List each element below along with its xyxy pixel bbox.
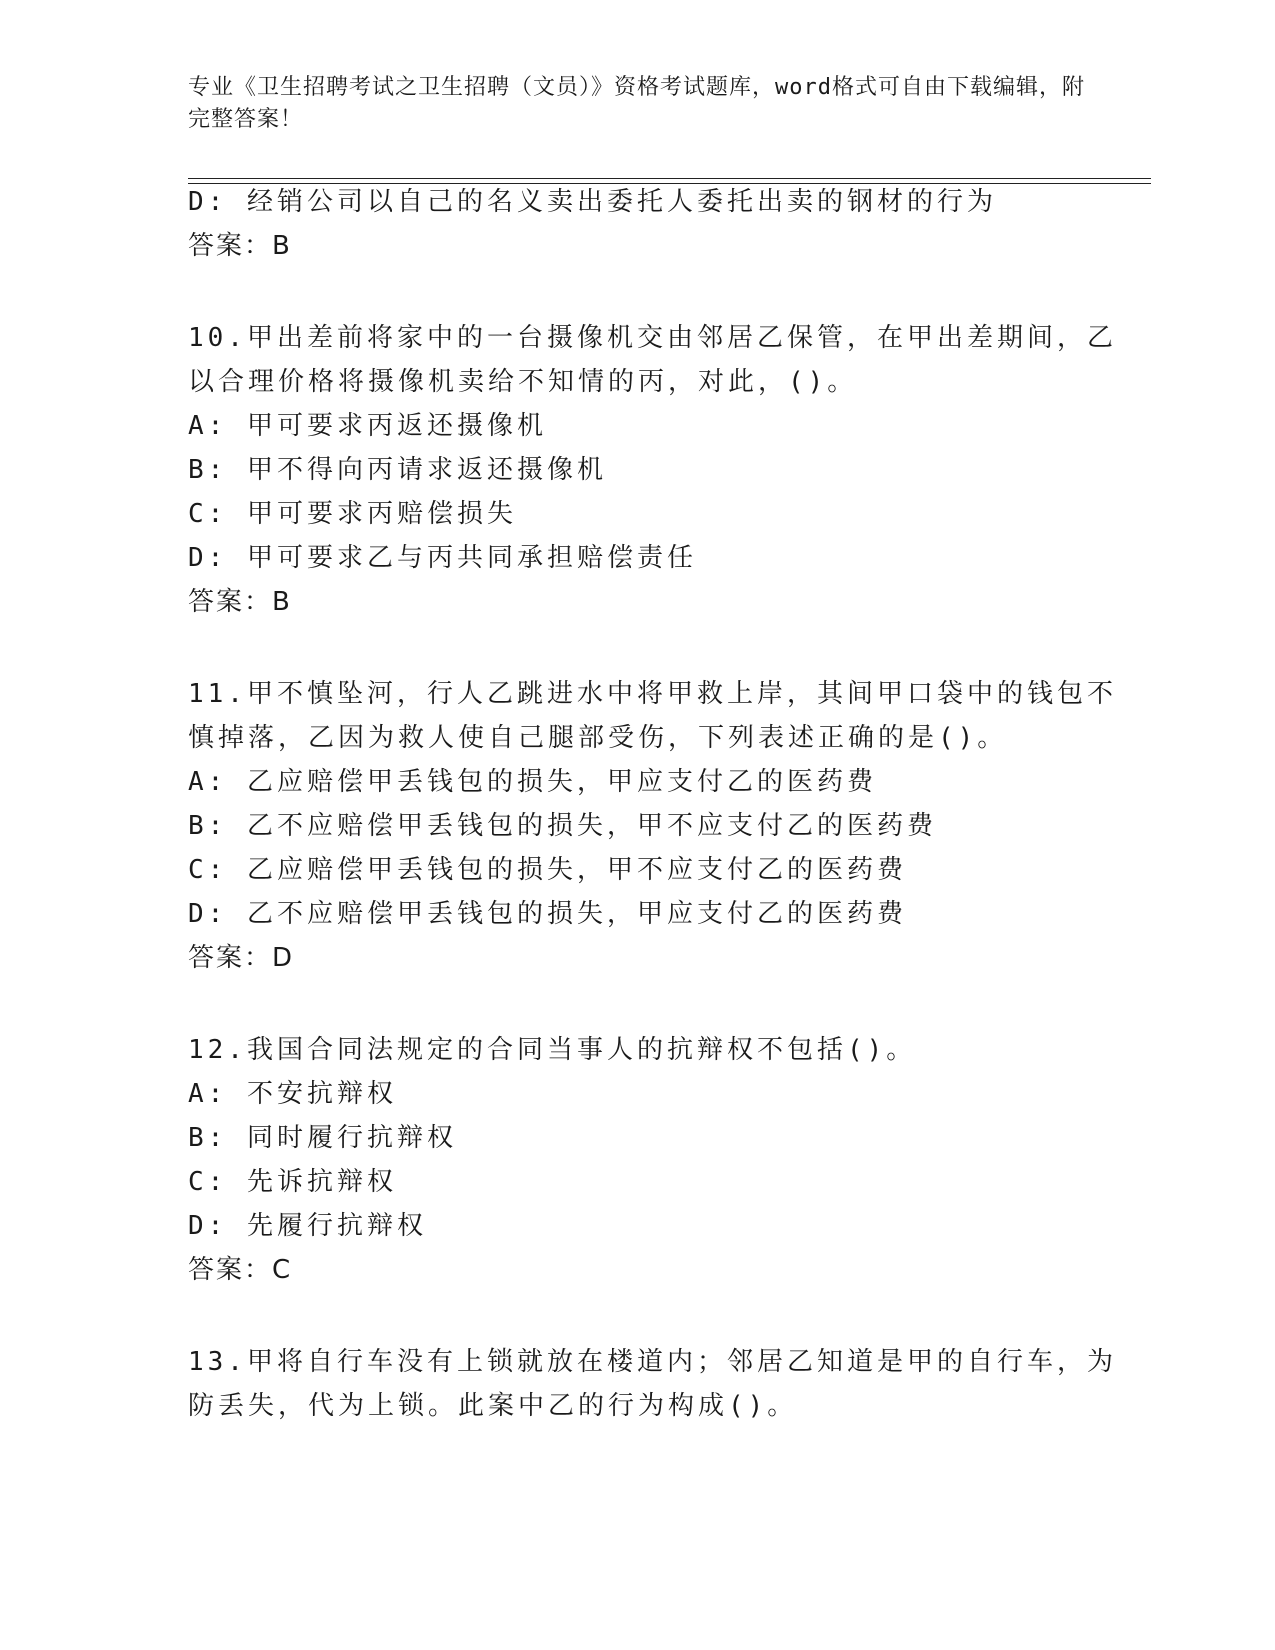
document-header: 专业《卫生招聘考试之卫生招聘（文员）》资格考试题库，word格式可自由下载编辑，附完整答案！ xyxy=(188,75,1085,132)
q12-option-a: A: 不安抗辩权 xyxy=(188,1079,397,1109)
q10-option-c: C: 甲可要求丙赔偿损失 xyxy=(188,499,517,529)
q11-option-b: B: 乙不应赔偿甲丢钱包的损失，甲不应支付乙的医药费 xyxy=(188,811,937,841)
header-divider-bottom xyxy=(188,183,1151,184)
q13-stem-line1: 13.甲将自行车没有上锁就放在楼道内；邻居乙知道是甲的自行车，为 xyxy=(188,1347,1117,1377)
q11-option-c: C: 乙应赔偿甲丢钱包的损失，甲不应支付乙的医药费 xyxy=(188,855,907,885)
prev-option-d: D: 经销公司以自己的名义卖出委托人委托出卖的钢材的行为 xyxy=(188,187,997,217)
q10-option-b: B: 甲不得向丙请求返还摄像机 xyxy=(188,455,607,485)
q10-stem-line1: 10.甲出差前将家中的一台摄像机交由邻居乙保管，在甲出差期间，乙 xyxy=(188,323,1117,353)
q11-answer: 答案：D xyxy=(188,943,295,973)
q10-option-a: A: 甲可要求丙返还摄像机 xyxy=(188,411,547,441)
q12-stem-line1: 12.我国合同法规定的合同当事人的抗辩权不包括()。 xyxy=(188,1035,917,1065)
q11-option-d: D: 乙不应赔偿甲丢钱包的损失，甲应支付乙的医药费 xyxy=(188,899,907,929)
q10-option-d: D: 甲可要求乙与丙共同承担赔偿责任 xyxy=(188,543,697,573)
q11-option-a: A: 乙应赔偿甲丢钱包的损失，甲应支付乙的医药费 xyxy=(188,767,877,797)
q10-answer: 答案：B xyxy=(188,587,292,617)
q11-stem-line1: 11.甲不慎坠河，行人乙跳进水中将甲救上岸，其间甲口袋中的钱包不 xyxy=(188,679,1117,709)
q12-option-b: B: 同时履行抗辩权 xyxy=(188,1123,457,1153)
q13-stem-line2: 防丢失，代为上锁。此案中乙的行为构成()。 xyxy=(188,1391,798,1421)
q10-stem-line2: 以合理价格将摄像机卖给不知情的丙，对此，()。 xyxy=(188,367,858,397)
q12-option-c: C: 先诉抗辩权 xyxy=(188,1167,397,1197)
q11-stem-line2: 慎掉落，乙因为救人使自己腿部受伤，下列表述正确的是()。 xyxy=(188,723,1008,753)
q12-option-d: D: 先履行抗辩权 xyxy=(188,1211,427,1241)
q12-answer: 答案：C xyxy=(188,1255,293,1285)
header-divider-top xyxy=(188,178,1151,179)
prev-answer: 答案：B xyxy=(188,231,292,261)
